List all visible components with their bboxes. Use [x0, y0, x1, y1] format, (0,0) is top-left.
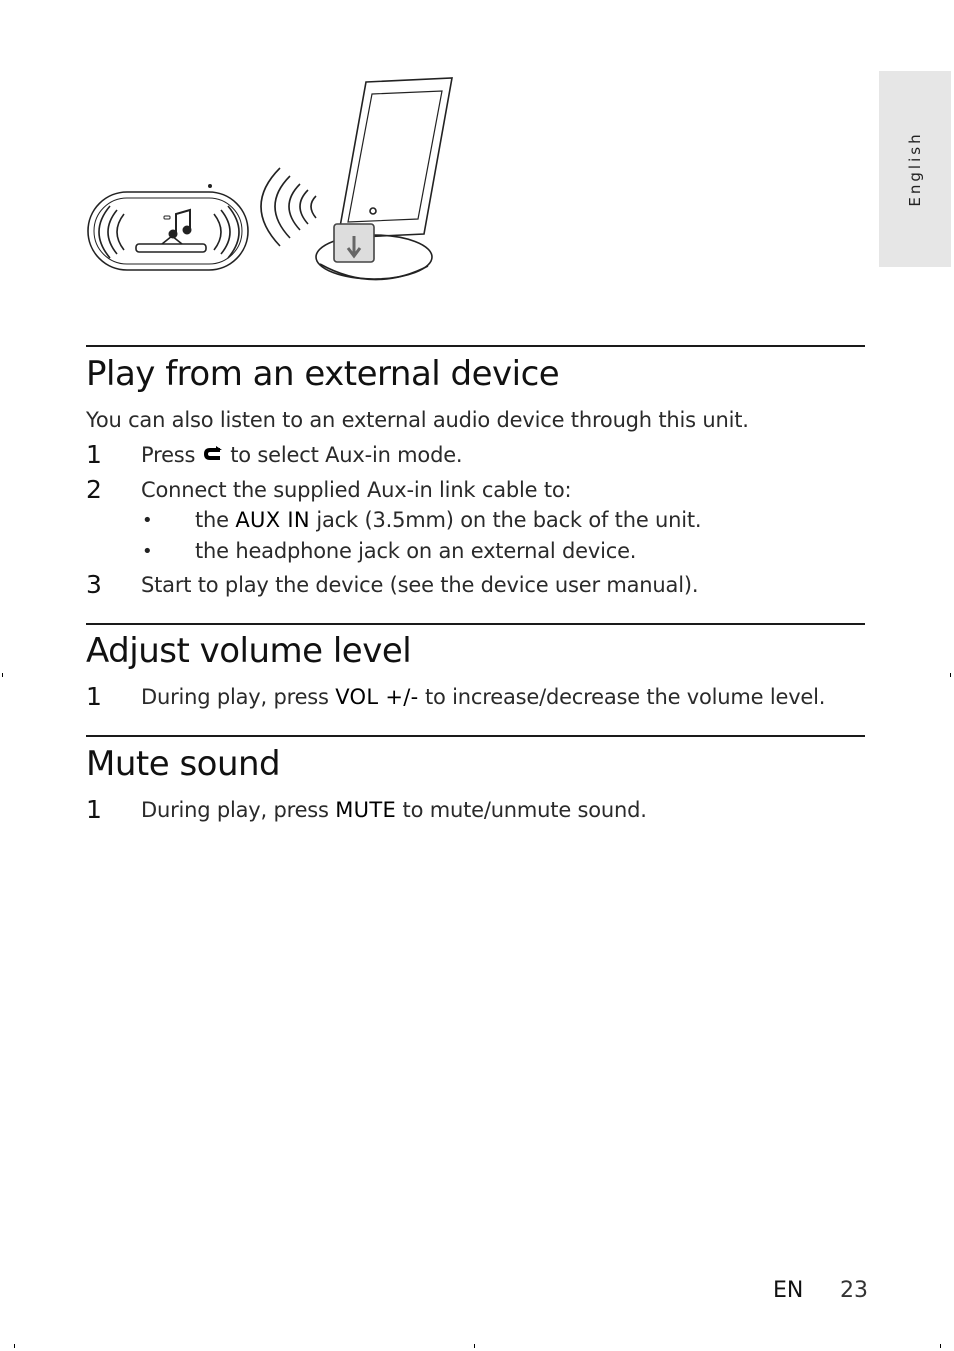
section-rule-mute	[86, 735, 865, 737]
step-text: to increase/decrease the volume level.	[425, 685, 826, 709]
language-tab-label: English	[906, 131, 924, 207]
external-bullet-2: the headphone jack on an external device.	[195, 539, 637, 563]
mute-step-1	[141, 798, 647, 822]
crop-mark	[2, 673, 3, 677]
bullet-text: jack (3.5mm) on the back of the unit.	[316, 508, 702, 532]
speaker-dock-icon	[88, 185, 248, 270]
crop-mark	[14, 1344, 15, 1348]
aux-in-key: AUX IN	[235, 508, 310, 532]
step-number: 1	[86, 682, 102, 711]
step-text: to mute/unmute sound.	[402, 798, 647, 822]
section-rule-volume	[86, 623, 865, 625]
aux-in-icon	[202, 444, 224, 464]
dock-illustration	[84, 74, 464, 292]
crop-mark	[474, 1344, 475, 1348]
section-title-external: Play from an external device	[86, 354, 560, 394]
page-number: 23	[840, 1278, 868, 1303]
language-tab	[879, 71, 951, 267]
section-title-mute: Mute sound	[86, 744, 281, 784]
section-rule-external	[86, 345, 865, 347]
external-bullet-1	[195, 508, 701, 532]
step-number: 1	[86, 795, 102, 824]
external-intro: You can also listen to an external audio device through this unit.	[86, 408, 749, 432]
volume-step-1	[141, 685, 825, 709]
sound-waves-icon	[261, 168, 316, 246]
step-text: Press	[141, 443, 196, 467]
step-text: During play, press	[141, 798, 329, 822]
tablet-icon	[316, 78, 452, 280]
step-text: During play, press	[141, 685, 329, 709]
external-step-3: Start to play the device (see the device user manual).	[141, 573, 699, 597]
external-step-2: Connect the supplied Aux-in link cable to:	[141, 478, 572, 502]
step-text: to select Aux-in mode.	[230, 443, 463, 467]
bullet-marker: •	[142, 541, 153, 562]
mute-key: MUTE	[335, 798, 397, 822]
vol-key: VOL +/-	[335, 685, 419, 709]
music-note-icon	[164, 210, 191, 238]
external-step-1	[141, 443, 462, 467]
step-number: 2	[86, 475, 102, 504]
crop-mark	[940, 1344, 941, 1348]
section-title-volume: Adjust volume level	[86, 631, 412, 671]
bullet-marker: •	[142, 510, 153, 531]
footer-language: EN	[773, 1278, 804, 1303]
bullet-text: the	[195, 508, 229, 532]
crop-mark	[950, 673, 951, 677]
step-number: 1	[86, 440, 102, 469]
step-number: 3	[86, 570, 102, 599]
